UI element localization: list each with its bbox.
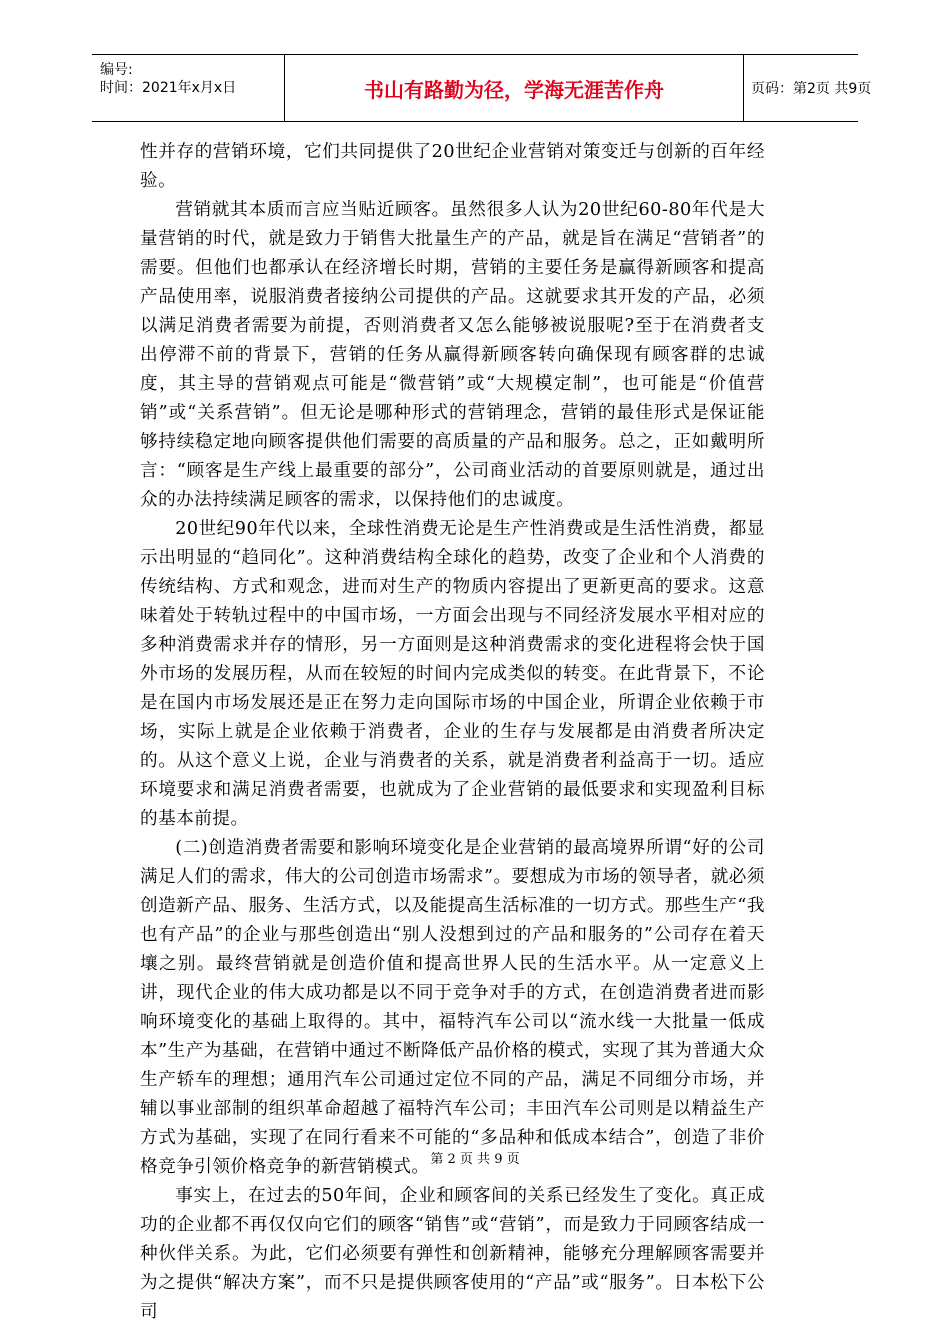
header-left-cell [92,55,284,121]
paragraph-continuation: 性并存的营销环境，它们共同提供了20世纪企业营销对策变迁与创新的百年经验。 [140,142,765,191]
document-header [92,54,872,122]
document-time-label: 时间：2021年x月x日 [100,80,237,96]
document-number-label: 编号: [100,62,133,78]
paragraph: 营销就其本质而言应当贴近顾客。虽然很多人认为20世纪60-80年代是大量营销的时代，就是致力于销售大批量生产的产品，就是旨在满足“营销者”的需要。但他们也都承认在经济增长时期，营销的主要任务是赢得新顾客和提高产品使用率，说服消费者接纳公司提供的产品。这就要求其开发的产品，必须以满足消费者需要为前提，否则消费者又怎么能够被说服呢?至于在消费者支出停滞不前的背景下，营销的任务从赢得新顾客转向确保现有顾客群的忠诚度，其主导的营销观点可能是“微营销”或“大规模定制”，也可能是“价值营销”或“关系营销”。但无论是哪种形式的营销理念，营销的最佳形式是保证能够持续稳定地向顾客提供他们需要的高质量的产品和服务。总之，正如戴明所言：“顾客是生产线上最重要的部分”，公司商业活动的首要原则就是，通过出众的办法持续满足顾客的需求，以保持他们的忠诚度。 [140,200,765,510]
header-motto-cell [284,55,744,121]
motto-text: 书山有路勤为径，学海无涯苦作舟 [364,77,664,102]
header-page-cell [743,55,872,121]
paragraph: 事实上，在过去的50年间，企业和顾客间的关系已经发生了变化。真正成功的企业都不再仅仅向它们的顾客“销售”或“营销”，而是致力于同顾客结成一种伙伴关系。为此，它们必须要有弹性和创新精神，能够充分理解顾客需要并为之提供“解决方案”，而不只是提供顾客使用的“产品”或“服务”。日本松下公司 [140,1186,765,1322]
header-page-info: 页码：第2页 共9页 [751,81,872,97]
page-footer: 第 2 页 共 9 页 [430,1152,520,1167]
paragraph: (二)创造消费者需要和影响环境变化是企业营销的最高境界所谓“好的公司满足人们的需求，伟大的公司创造市场需求”。要想成为市场的领导者，就必须创造新产品、服务、生活方式，以及能提高生活标准的一切方式。那些生产“我也有产品”的企业与那些创造出“别人没想到过的产品和服务的”公司存在着天壤之别。最终营销就是创造价值和提高世界人民的生活水平。从一定意义上讲，现代企业的伟大成功都是以不同于竞争对手的方式，在创造消费者进而影响环境变化的基础上取得的。其中，福特汽车公司以“流水线一大批量一低成本”生产为基础，在营销中通过不断降低产品价格的模式，实现了其为普通大众生产轿车的理想；通用汽车公司通过定位不同的产品，满足不同细分市场，并辅以事业部制的组织革命超越了福特汽车公司；丰田汽车公司则是以精益生产方式为基础，实现了在同行看来不可能的“多品种和低成本结合”，创造了非价格竞争引领价格竞争的新营销模式。 [140,838,765,1177]
paragraph: 20世纪90年代以来，全球性消费无论是生产性消费或是生活性消费，都显示出明显的“趋同化”。这种消费结构全球化的趋势，改变了企业和个人消费的传统结构、方式和观念，进而对生产的物质内容提出了更新更高的要求。这意味着处于转轨过程中的中国市场，一方面会出现与不同经济发展水平相对应的多种消费需求并存的情形，另一方面则是这种消费需求的变化进程将会快于国外市场的发展历程，从而在较短的时间内完成类似的转变。在此背景下，不论是在国内市场发展还是正在努力走向国际市场的中国企业，所谓企业依赖于市场，实际上就是企业依赖于消费者，企业的生存与发展都是由消费者所决定的。从这个意义上说，企业与消费者的关系，就是消费者利益高于一切。适应环境要求和满足消费者需要，也就成为了企业营销的最低要求和实现盈利目标的基本前提。 [140,519,765,829]
